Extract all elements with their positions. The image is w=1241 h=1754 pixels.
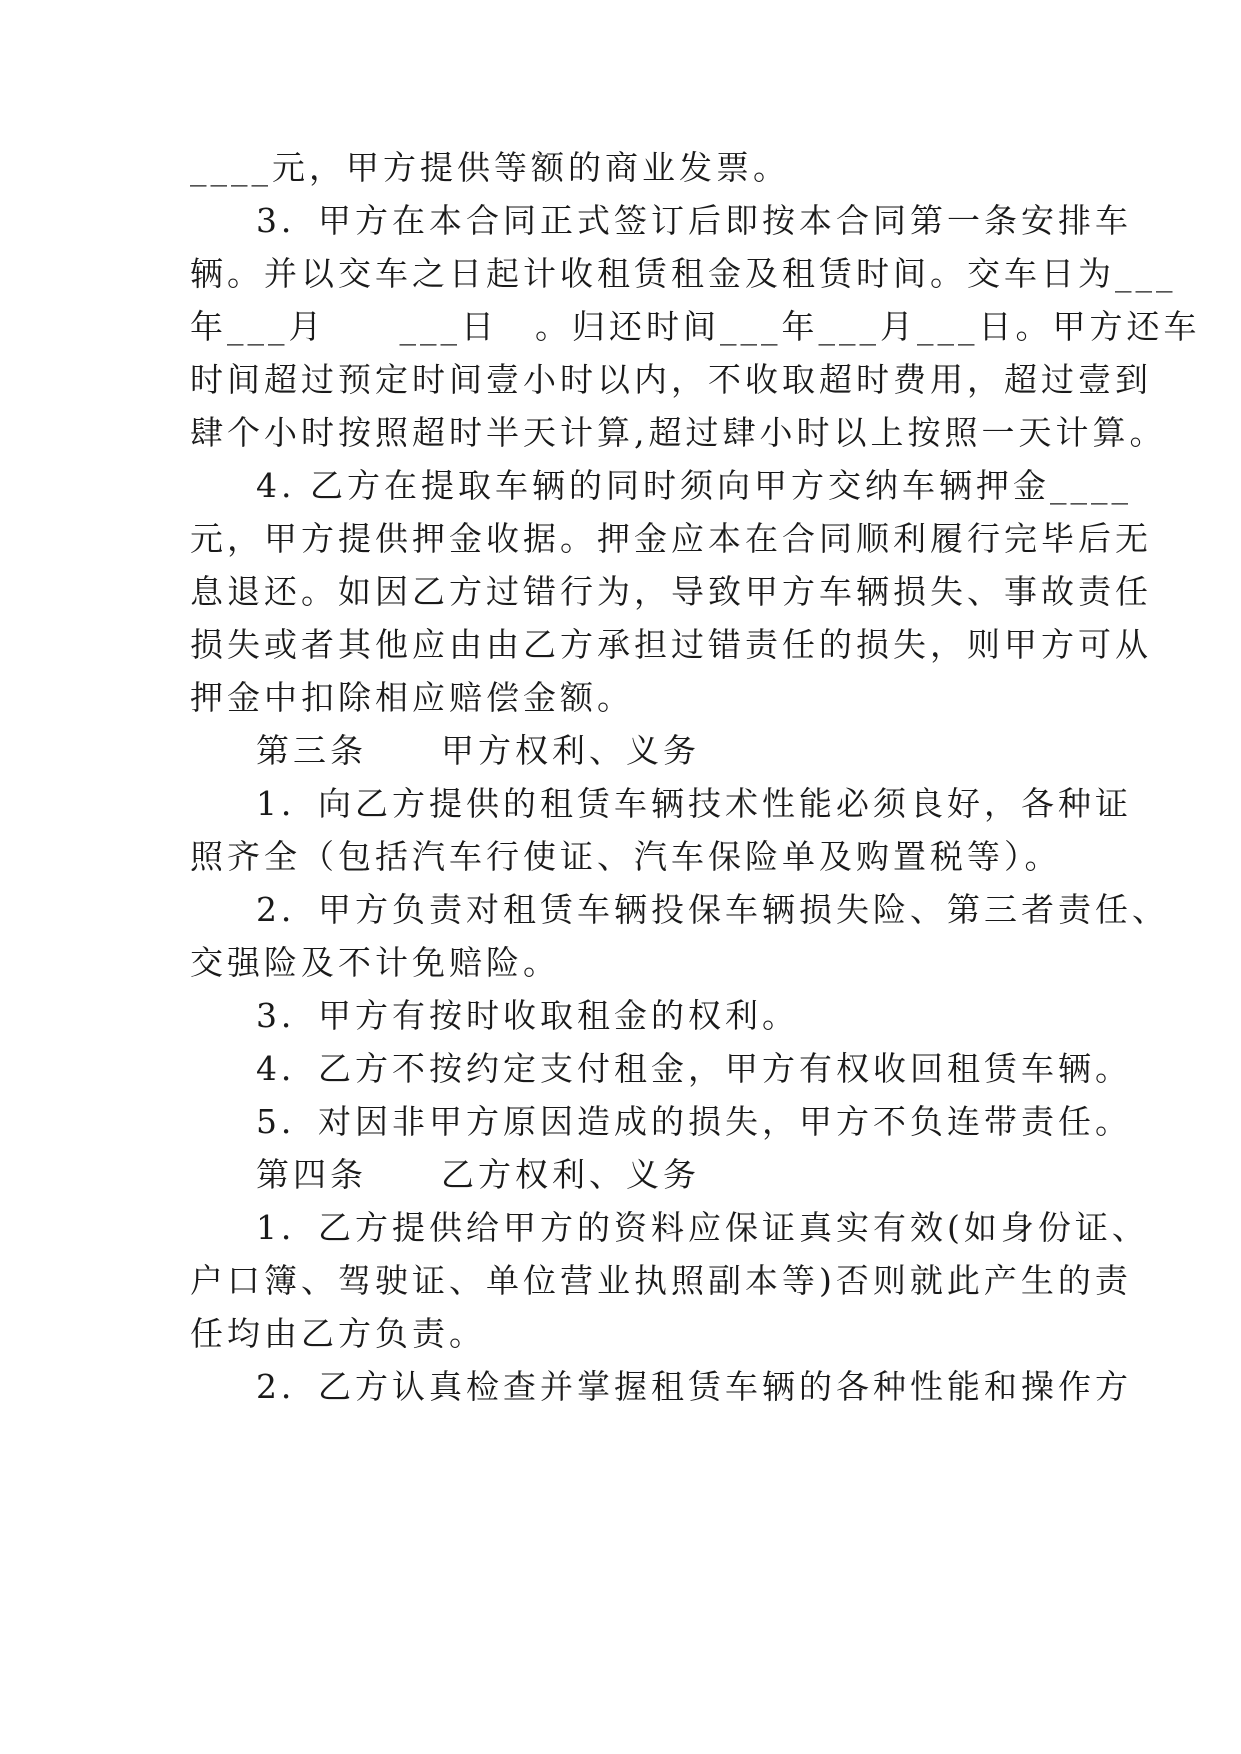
text-line: 交强险及不计免赔险。 (190, 943, 560, 982)
text-line: 5．对因非甲方原因造成的损失，甲方不负连带责任。 (256, 1102, 1132, 1141)
text-line: 1．乙方提供给甲方的资料应保证真实有效(如身份证、 (256, 1208, 1149, 1247)
text-line: 照齐全（包括汽车行使证、汽车保险单及购置税等）。 (190, 837, 1062, 876)
text-line: 2．乙方认真检查并掌握租赁车辆的各种性能和操作方 (256, 1367, 1132, 1406)
section-heading: 第三条 甲方权利、义务 (256, 731, 700, 770)
text-line: 3．甲方在本合同正式签订后即按本合同第一条安排车 (256, 201, 1132, 240)
text-line: 任均由乙方负责。 (190, 1314, 486, 1353)
text-line: 时间超过预定时间壹小时以内，不收取超时费用，超过壹到 (190, 360, 1152, 399)
text-line: 肆个小时按照超时半天计算,超过肆小时以上按照一天计算。 (190, 413, 1167, 452)
text-line: 元，甲方提供押金收据。押金应本在合同顺利履行完毕后无 (190, 519, 1152, 558)
text-line: 3．甲方有按时收取租金的权利。 (256, 996, 799, 1035)
text-line: ____元，甲方提供等额的商业发票。 (190, 148, 790, 187)
text-line: 押金中扣除相应赔偿金额。 (190, 678, 634, 717)
text-line: 辆。并以交车之日起计收租赁租金及租赁时间。交车日为___ (190, 254, 1177, 293)
text-line: 4. 乙方在提取车辆的同时须向甲方交纳车辆押金____ (256, 466, 1132, 505)
text-line: 4．乙方不按约定支付租金，甲方有权收回租赁车辆。 (256, 1049, 1132, 1088)
section-heading: 第四条 乙方权利、义务 (256, 1155, 700, 1194)
text-line: 息退还。如因乙方过错行为，导致甲方车辆损失、事故责任 (190, 572, 1152, 611)
text-line: 2．甲方负责对租赁车辆投保车辆损失险、第三者责任、 (256, 890, 1169, 929)
text-line: 损失或者其他应由由乙方承担过错责任的损失，则甲方可从 (190, 625, 1152, 664)
text-line: 1．向乙方提供的租赁车辆技术性能必须良好，各种证 (256, 784, 1132, 823)
text-line: 户口簿、驾驶证、单位营业执照副本等)否则就此产生的责 (190, 1261, 1132, 1300)
text-line: 年___月 ___日 。归还时间___年___月___日。甲方还车 (190, 307, 1201, 346)
